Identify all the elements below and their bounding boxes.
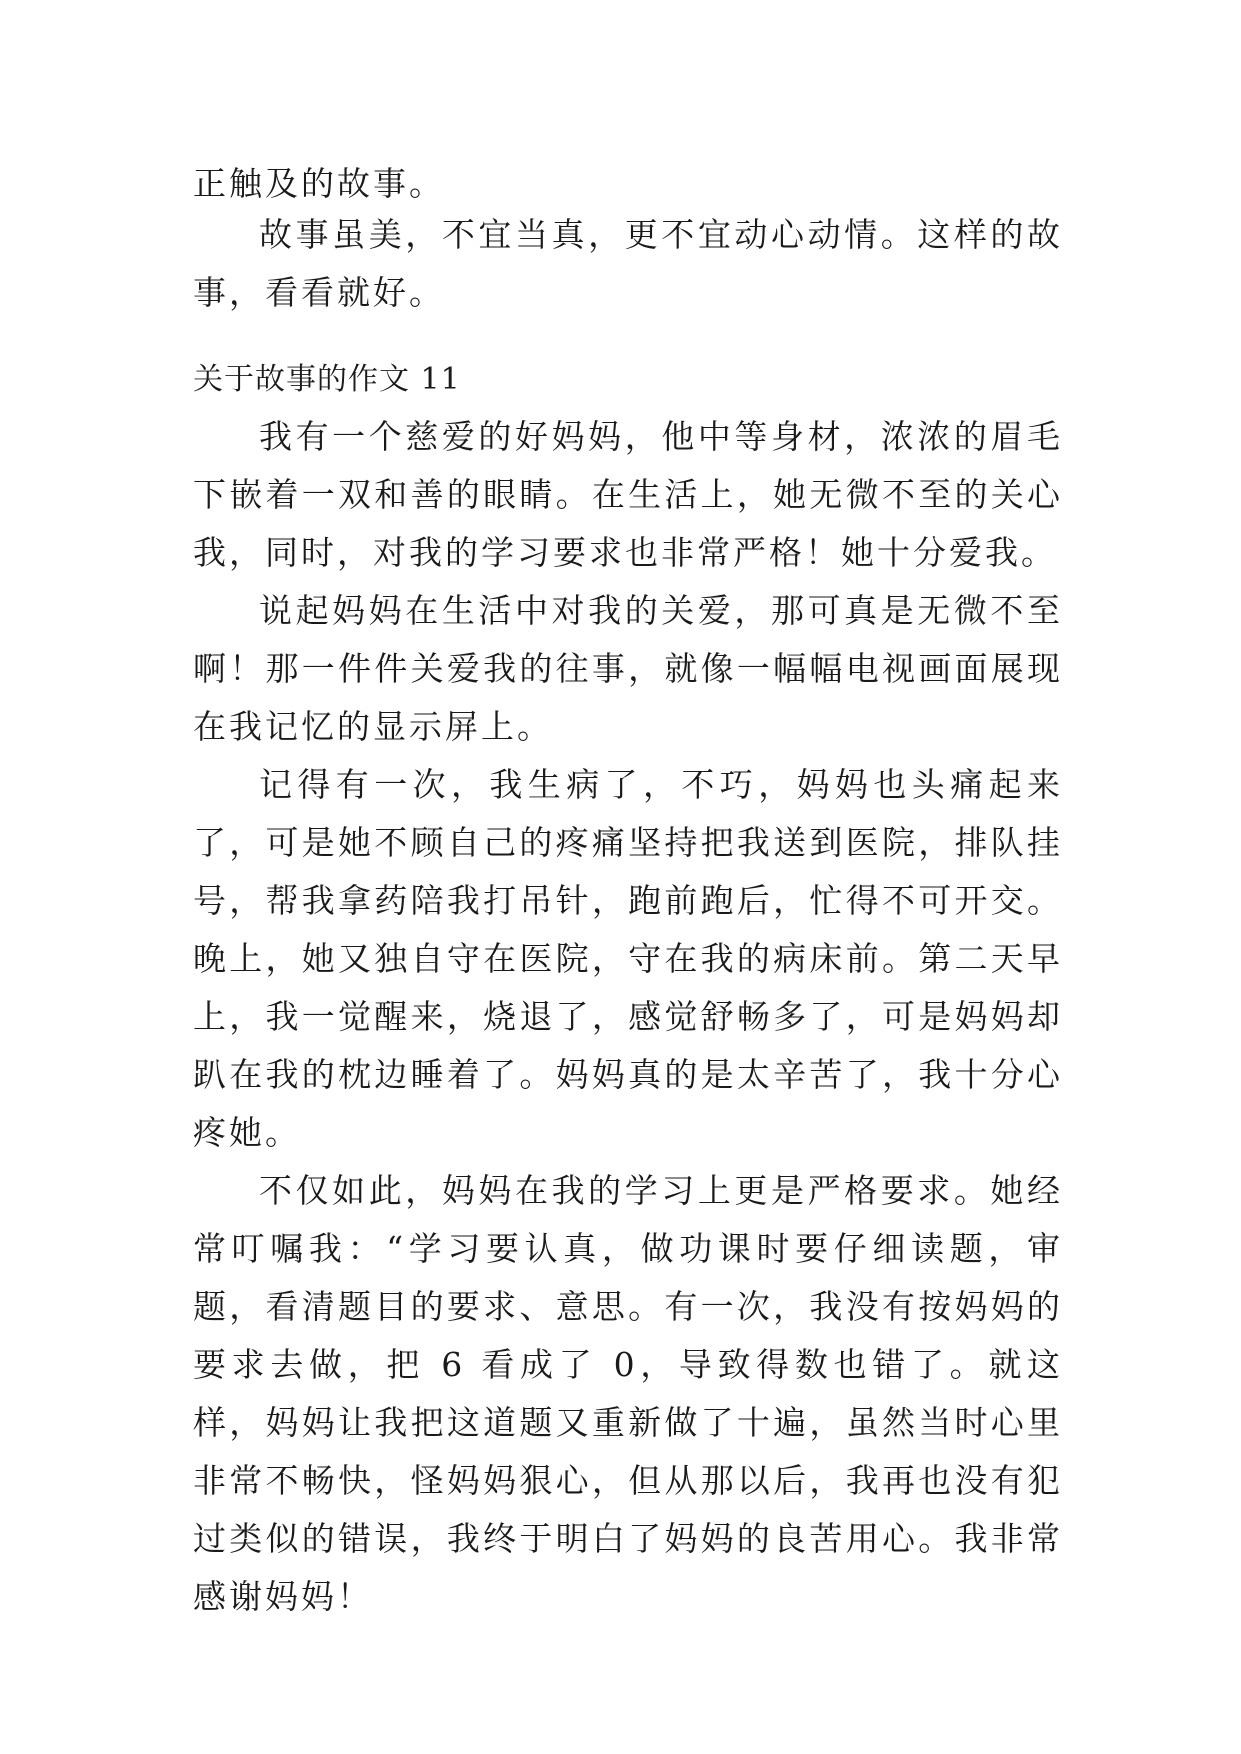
section-heading [193,360,1063,400]
closing-paragraph [193,206,1063,322]
section-heading-text: 关于故事的作文 11 [193,362,461,397]
closing-text: 故事虽美，不宜当真，更不宜动心动情。这样的故事，看看就好。 [193,215,1063,312]
fragment-paragraph [193,155,1063,213]
essay-paragraph-4: 不仅如此，妈妈在我的学习上更是严格要求。她经常叮嘱我：“学习要认真，做功课时要仔细读题，审题，看清题目的要求、意思。有一次，我没有按妈妈的要求去做，把 6 看成了 0，导致得数也错了。就这样，妈妈让我把这道题又重新做了十遍，虽然当时心里非常不畅快，怪妈妈狠心，但从那以后，我再也没有犯过类似的错误，我终于明白了妈妈的良苦用心。我非常感谢妈妈！ [193,1171,1063,1616]
essay-paragraph-3: 记得有一次，我生病了，不巧，妈妈也头痛起来了，可是她不顾自己的疼痛坚持把我送到医院，排队挂号，帮我拿药陪我打吊针，跑前跑后，忙得不可开交。晚上，她又独自守在医院，守在我的病床前。第二天早上，我一觉醒来，烧退了，感觉舒畅多了，可是妈妈却趴在我的枕边睡着了。妈妈真的是太辛苦了，我十分心疼她。 [193,765,1063,1152]
essay-paragraph-1: 我有一个慈爱的好妈妈，他中等身材，浓浓的眉毛下嵌着一双和善的眼睛。在生活上，她无微不至的关心我，同时，对我的学习要求也非常严格！她十分爱我。 [193,417,1063,572]
fragment-text: 正触及的故事。 [193,164,445,203]
essay-body [193,408,1063,1626]
essay-paragraph-2: 说起妈妈在生活中对我的关爱，那可真是无微不至啊！那一件件关爱我的往事，就像一幅幅电视画面展现在我记忆的显示屏上。 [193,591,1063,746]
